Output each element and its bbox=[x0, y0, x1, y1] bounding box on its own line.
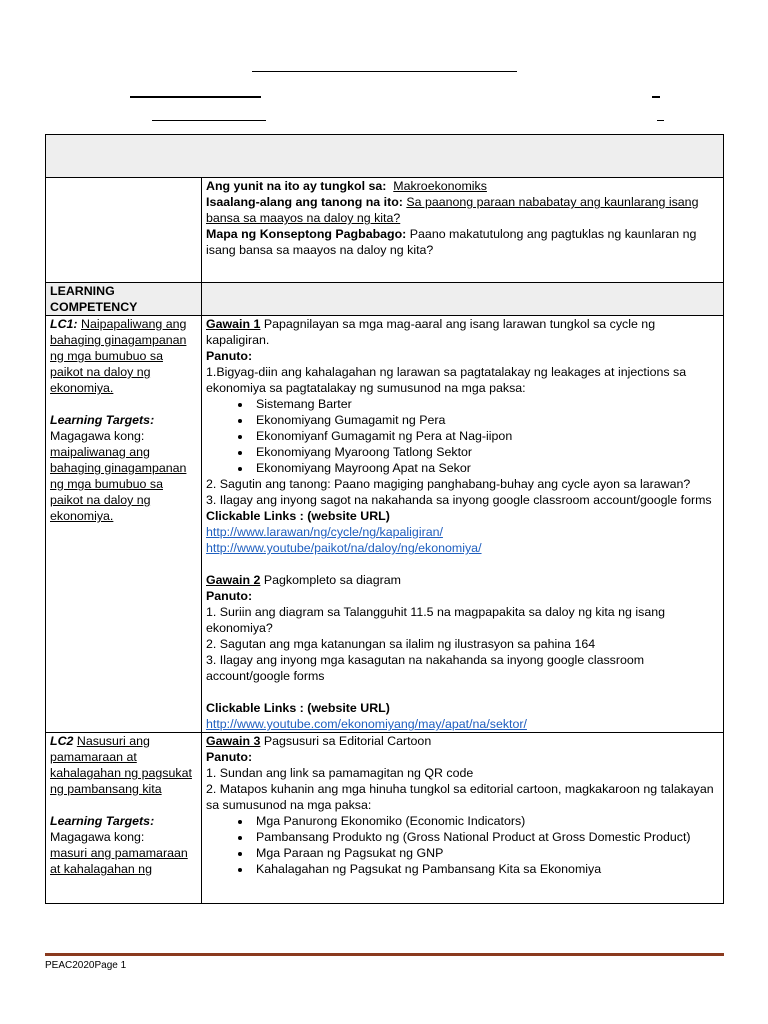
unit-overview-cell bbox=[202, 178, 724, 283]
gawain2-step2: 2. Sagutan ang mga katanungan sa ilalim ng ilustrasyon sa pahina 164 bbox=[206, 637, 596, 651]
gawain2-step1: 1. Suriin ang diagram sa Talangguhit 11.5 na magpapakita sa daloy ng kita ng isang ekonomiya? bbox=[206, 605, 665, 635]
unit-topic-value: Makroekonomiks bbox=[393, 179, 487, 193]
list-item: • Kahalagahan ng Pagsukat ng Pambansang Kita sa Ekonomiya bbox=[252, 861, 719, 877]
competency-header-row bbox=[46, 283, 724, 316]
gawain2-step3: 3. Ilagay ang inyong mga kasagutan na nakahanda sa inyong google classroom account/google forms bbox=[206, 653, 645, 683]
gawain2-title: Pagkompleto sa diagram bbox=[263, 573, 401, 587]
gawain1-label: Gawain 1 bbox=[206, 317, 261, 331]
list-item: • Mga Panurong Ekonomiko (Economic Indicators) bbox=[252, 813, 719, 829]
unit-overview-left-cell bbox=[46, 178, 202, 283]
title-blank-line bbox=[252, 71, 517, 72]
gawain1-link-2[interactable]: http://www.youtube/paikot/na/daloy/ng/ekonomiya/ bbox=[206, 541, 482, 555]
list-item: • Sistemang Barter bbox=[252, 396, 719, 412]
grade-blank-line bbox=[657, 120, 664, 121]
lc2-title: Nasusuri ang pamamaraan at kahalagahan ng pagsukat ng pambansang kita bbox=[50, 734, 192, 796]
list-item: • Pambansang Produkto ng (Gross National Product at Gross Domestic Product) bbox=[252, 829, 719, 845]
gawain1-step3: 3. Ilagay ang inyong sagot na nakahanda sa inyong google classroom account/google forms bbox=[206, 493, 712, 507]
gawain3-panuto: Panuto: bbox=[206, 750, 253, 764]
unit-overview-row bbox=[46, 178, 724, 283]
gawain3-topic-list bbox=[206, 813, 719, 877]
table-header-cell bbox=[46, 135, 724, 178]
essential-question-label: Isaalang-alang ang tanong na ito: bbox=[206, 195, 403, 209]
gawain1-step2: 2. Sagutin ang tanong: Paano magiging panghabang-buhay ang cycle ayon sa larawan? bbox=[206, 477, 691, 491]
gawain1-step1: 1.Bigyag-diin ang kahalagahan ng larawan sa pagtatalakay ng leakages at injections sa ekonomiya sa pagtatalakay ng sumusunod na mga paksa: bbox=[206, 365, 687, 395]
list-item: • Ekonomiyang Mayroong Apat na Sekor bbox=[252, 460, 719, 476]
unit-topic-label: Ang yunit na ito ay tungkol sa: bbox=[206, 179, 387, 193]
lc1-row bbox=[46, 316, 724, 733]
gawain1-topic-list bbox=[206, 396, 719, 476]
list-item: • Ekonomiyang Myaroong Tatlong Sektor bbox=[252, 444, 719, 460]
lc1-targets-text: maipaliwanag ang bahaging ginagampanan ng mga bumubuo sa paikot na daloy ng ekonomiya. bbox=[50, 445, 187, 523]
footer-divider bbox=[45, 953, 724, 956]
gawain2-link-1[interactable]: http://www.youtube.com/ekonomiyang/may/apat/na/sektor/ bbox=[206, 717, 527, 731]
lc1-targets-intro: Magagawa kong: bbox=[50, 429, 145, 443]
lc2-targets-intro: Magagawa kong: bbox=[50, 830, 145, 844]
name-blank-line bbox=[130, 96, 261, 98]
lc2-targets-text: masuri ang pamamaraan at kahalagahan ng bbox=[50, 846, 188, 876]
lc1-code: LC1: bbox=[50, 317, 78, 331]
lc1-activities-cell bbox=[202, 316, 724, 733]
table-header-row bbox=[46, 135, 724, 178]
gawain3-step1: 1. Sundan ang link sa pamamagitan ng QR code bbox=[206, 766, 474, 780]
gawain2-panuto: Panuto: bbox=[206, 589, 253, 603]
essential-question-value: Sa paanong paraan nababatay ang kaunlarang isang bansa sa maayos na daloy ng kita? bbox=[206, 195, 699, 225]
page-footer: PEAC2020Page 1 bbox=[45, 960, 127, 971]
gawain1-links-label: Clickable Links : (website URL) bbox=[206, 509, 390, 523]
list-item: • Mga Paraan ng Pagsukat ng GNP bbox=[252, 845, 719, 861]
lc1-cell bbox=[46, 316, 202, 733]
section-blank-line bbox=[152, 120, 266, 121]
gawain2-label: Gawain 2 bbox=[206, 573, 261, 587]
date-blank-line bbox=[652, 96, 660, 98]
list-item: • Ekonomiyang Gumagamit ng Pera bbox=[252, 412, 719, 428]
learning-competency-header: LEARNING COMPETENCY bbox=[46, 283, 202, 316]
lc1-title: Naipapaliwang ang bahaging ginagampanan ng mga bumubuo sa paikot na daloy ng ekonomiya. bbox=[50, 317, 187, 395]
concept-map-value: Paano makatutulong ang pagtuklas ng kaunlaran ng isang bansa sa maayos na daloy ng kita? bbox=[206, 227, 697, 257]
gawain1-link-1[interactable]: http://www.larawan/ng/cycle/ng/kapaligiran/ bbox=[206, 525, 443, 539]
lc2-row bbox=[46, 733, 724, 904]
lc2-targets-label: Learning Targets: bbox=[50, 814, 155, 828]
lc2-code: LC2 bbox=[50, 734, 74, 748]
lc2-cell bbox=[46, 733, 202, 904]
gawain3-title: Pagsusuri sa Editorial Cartoon bbox=[263, 734, 432, 748]
competency-header-empty-cell bbox=[202, 283, 724, 316]
unit-plan-table bbox=[45, 134, 724, 904]
gawain3-step2: 2. Matapos kuhanin ang mga hinuha tungkol sa editorial cartoon, magkakaroon ng talakayan sa sumusunod na mga paksa: bbox=[206, 782, 714, 812]
gawain1-title: Papagnilayan sa mga mag-aaral ang isang larawan tungkol sa cycle ng kapaligiran. bbox=[206, 317, 656, 347]
gawain1-panuto: Panuto: bbox=[206, 349, 253, 363]
lc2-activities-cell bbox=[202, 733, 724, 904]
gawain2-links-label: Clickable Links : (website URL) bbox=[206, 701, 390, 715]
concept-map-label: Mapa ng Konseptong Pagbabago: bbox=[206, 227, 407, 241]
lc1-targets-label: Learning Targets: bbox=[50, 413, 155, 427]
gawain3-label: Gawain 3 bbox=[206, 734, 261, 748]
list-item: • Ekonomiyanf Gumagamit ng Pera at Nag-iipon bbox=[252, 428, 719, 444]
